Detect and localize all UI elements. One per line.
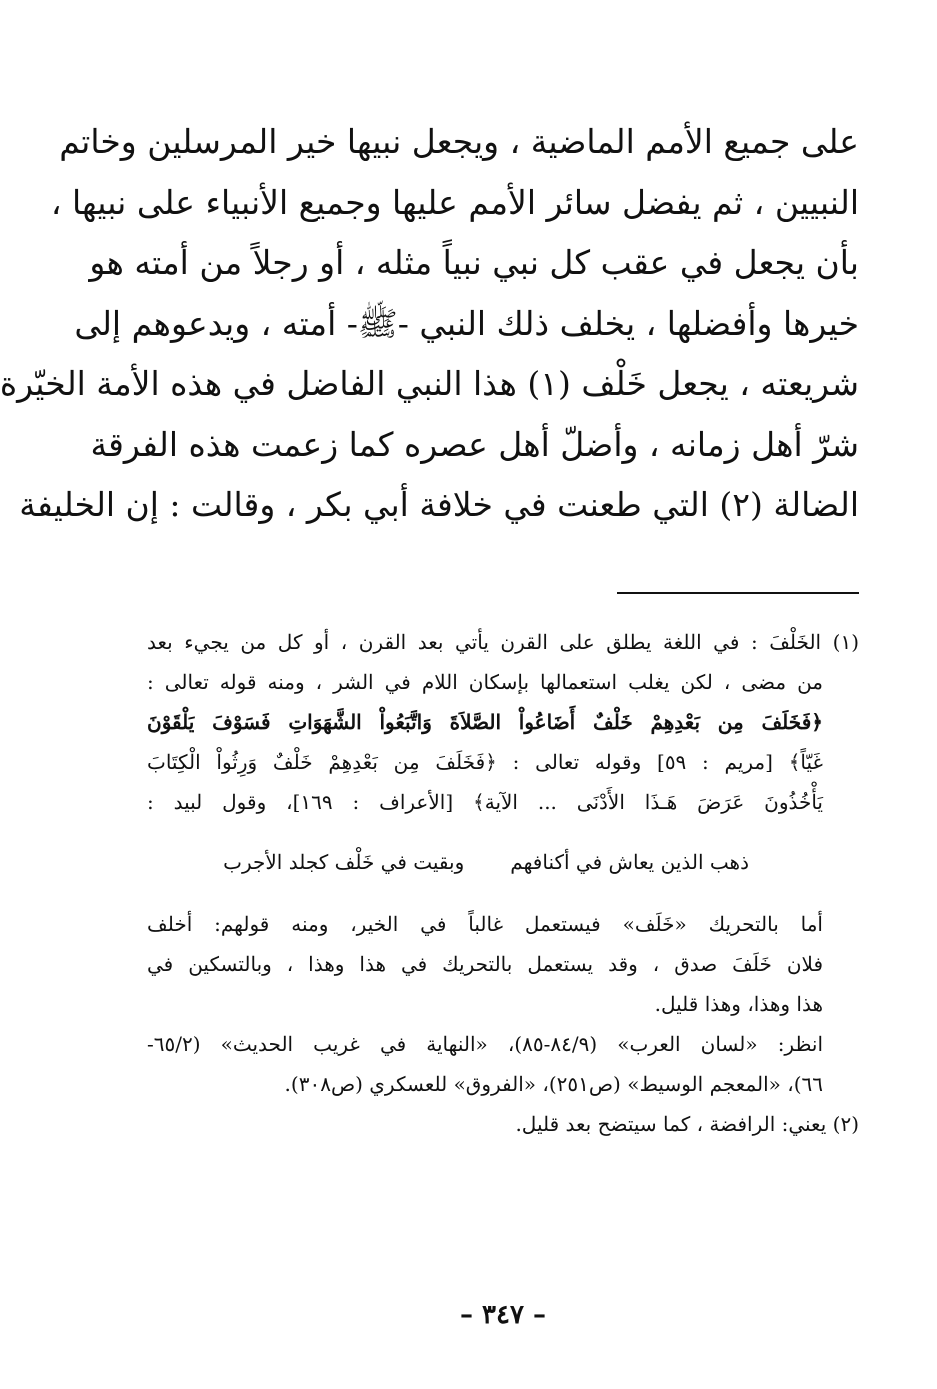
main-text-block: [0, 112, 859, 536]
main-line: شرّ أهل زمانه ، وأضلّ أهل عصره كما زعمت هذه الفرقة: [90, 424, 859, 464]
verse-second-hemistich: وبقيت في خَلْف كجلد الأجرب: [223, 850, 465, 874]
footnote-1-paragraph: [147, 904, 859, 1104]
footnote-1-line: يَأْخُذُونَ عَرَضَ هَـذَا الأَدْنَى ... الآية﴾ [الأعراف : ١٦٩]، وقول لبيد :: [147, 790, 824, 814]
verse-first-hemistich: ذهب الذين يعاش في أكنافهم: [510, 850, 749, 874]
main-line: بأن يجعل في عقب كل نبي نبياً مثله ، أو رجلاً من أمته هو: [89, 243, 859, 282]
footnote-1-line: من مضى ، لكن يغلب استعمالها بإسكان اللام في الشر ، ومنه قوله تعالى :: [147, 670, 824, 694]
footnote-1-para-line: هذا وهذا، وهذا قليل.: [654, 992, 823, 1016]
footnote-1-line: غَيّاً﴾ [مريم : ٥٩] وقوله تعالى : ﴿فَخَلَفَ مِن بَعْدِهِمْ خَلْفٌ وَرِثُواْ الْكِتَابَ: [147, 750, 823, 774]
footnote-1-reference-line: ٦٦)، «المعجم الوسيط» (ص٢٥١)، «الفروق» للعسكري (ص٣٠٨).: [284, 1072, 823, 1096]
footnote-1-line: (١) الخَلْفَ : في اللغة يطلق على القرن يأتي بعد القرن ، أو كل من يجيء بعد: [147, 630, 859, 654]
footnote-2: (٢) يعني: الرافضة ، كما سيتضح بعد قليل.: [515, 1112, 859, 1136]
main-line: على جميع الأمم الماضية ، ويجعل نبيها خير المرسلين وخاتم: [59, 122, 859, 161]
poetry-verse: [147, 842, 859, 882]
footnotes-section: [147, 622, 859, 1144]
footnote-1-quran-line: ﴿فَخَلَفَ مِن بَعْدِهِمْ خَلْفٌ أَضَاعُواْ الصَّلاَةَ وَاتَّبَعُواْ الشَّهَوَاتِ فَسَوْفَ يَلْقَوْنَ: [147, 710, 823, 734]
main-line: الضالة (٢) التي طعنت في خلافة أبي بكر ، وقالت : إن الخليفة: [19, 485, 859, 524]
footnote-1-para-line: أما بالتحريك «خَلَف» فيستعمل غالباً في الخير، ومنه قولهم: أخلف: [147, 912, 823, 936]
main-line: شريعته ، يجعل خَلْف (١) هذا النبي الفاضل في هذه الأمة الخيّرة: [0, 364, 859, 403]
footnote-separator: [617, 592, 859, 594]
page-number: – ٣٤٧ –: [459, 1300, 547, 1330]
main-line: النبيين ، ثم يفضل سائر الأمم عليها وجميع الأنبياء على نبيها ،: [50, 182, 859, 222]
main-line: خيرها وأفضلها ، يخلف ذلك النبي -ﷺ- أمته ، ويدعوهم إلى: [74, 303, 859, 343]
footnote-1-para-line: فلان خَلَفَ صدق ، وقد يستعمل بالتحريك في هذا وهذا ، وبالتسكين في: [147, 952, 823, 976]
footnote-1-reference-line: انظر: «لسان العرب» (٨٤/٩-٨٥)، «النهاية في غريب الحديث» (٦٥/٢-: [147, 1032, 823, 1056]
